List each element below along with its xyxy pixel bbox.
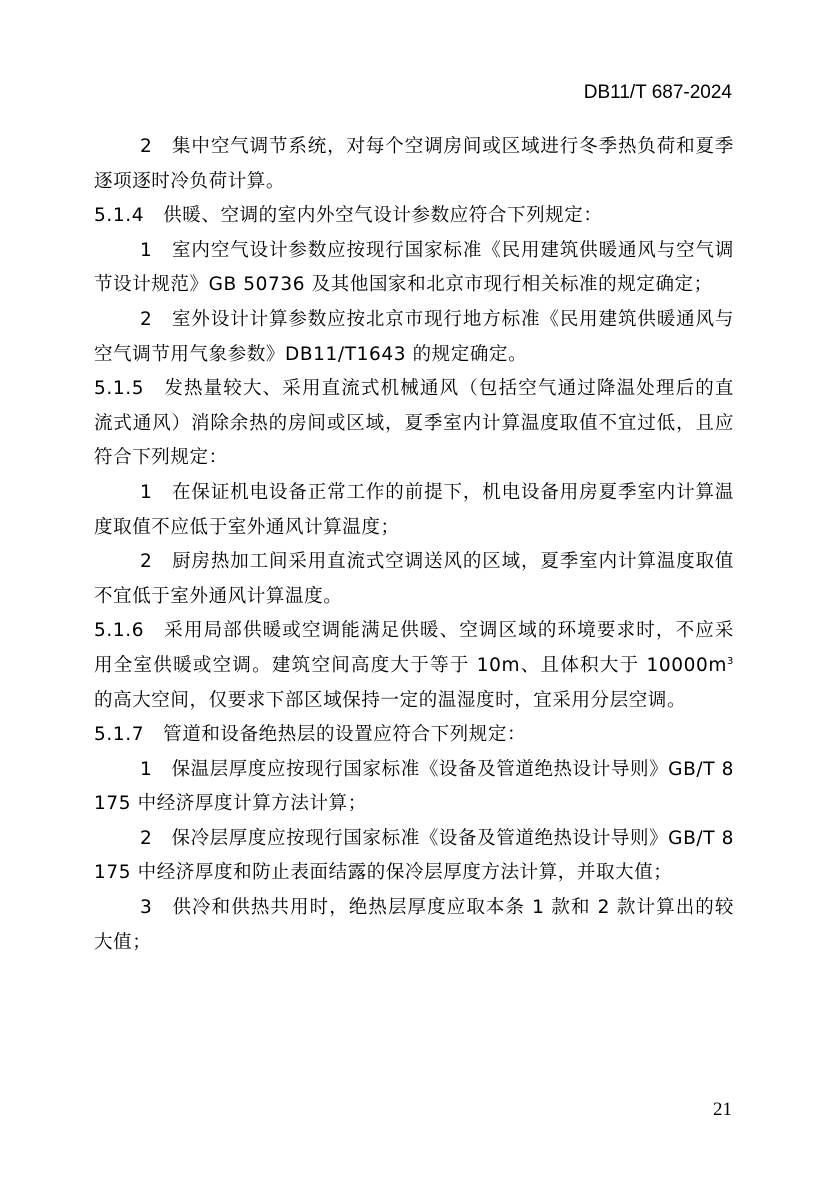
- clause-5-1-4-item-2: 2 室外设计计算参数应按北京市现行地方标准《民用建筑供暖通风与空气调节用气象参数》DB11/T1643 的规定确定。: [94, 308, 734, 365]
- superscript-cubic: 3: [727, 655, 734, 667]
- clause-5-1-4: 5.1.4 供暖、空调的室内外空气设计参数应符合下列规定：: [94, 205, 603, 227]
- clause-5-1-7-item-3: 3 供冷和供热共用时，绝热层厚度应取本条 1 款和 2 款计算出的较大值；: [94, 897, 734, 953]
- clause-5-1-5: 5.1.5 发热量较大、采用直流式机械通风（包括空气通过降温处理后的直流式通风）消除余热的房间或区域，夏季室内计算温度取值不宜过低，且应符合下列规定：: [94, 378, 734, 469]
- clause-5-1-6-text-a: 5.1.6 采用局部供暖或空调能满足供暖、空调区域的环境要求时，不应采用全室供暖或空调。建筑空间高度大于等于 10m、且体积大于 10000m: [94, 620, 734, 676]
- clause-5-1-7: 5.1.7 管道和设备绝热层的设置应符合下列规定：: [94, 724, 527, 746]
- clause-5-1-5-item-2: 2 厨房热加工间采用直流式空调送风的区域，夏季室内计算温度取值不宜低于室外通风计算温度。: [94, 551, 734, 607]
- clause-5-1-7-item-2: 2 保冷层厚度应按现行国家标准《设备及管道绝热设计导则》GB/T 8175 中经济厚度和防止表面结露的保冷层厚度方法计算，并取大值；: [94, 827, 734, 884]
- paragraph-5-1-3-item-2: 2 集中空气调节系统，对每个空调房间或区域进行冬季热负荷和夏季逐项逐时冷负荷计算。: [94, 136, 734, 192]
- page-number: 21: [713, 1099, 732, 1120]
- clause-5-1-6-text-b: 的高大空间，仅要求下部区域保持一定的温湿度时，宜采用分层空调。: [94, 689, 687, 711]
- document-code-header: DB11/T 687-2024: [583, 82, 732, 103]
- document-body: [94, 130, 734, 960]
- clause-5-1-6: [94, 614, 734, 718]
- clause-5-1-7-item-1: 1 保温层厚度应按现行国家标准《设备及管道绝热设计导则》GB/T 8175 中经济厚度计算方法计算；: [94, 758, 734, 815]
- clause-5-1-5-item-1: 1 在保证机电设备正常工作的前提下，机电设备用房夏季室内计算温度取值不应低于室外通风计算温度；: [94, 481, 734, 538]
- clause-5-1-4-item-1: 1 室内空气设计参数应按现行国家标准《民用建筑供暖通风与空气调节设计规范》GB 50736 及其他国家和北京市现行相关标准的规定确定；: [94, 239, 734, 296]
